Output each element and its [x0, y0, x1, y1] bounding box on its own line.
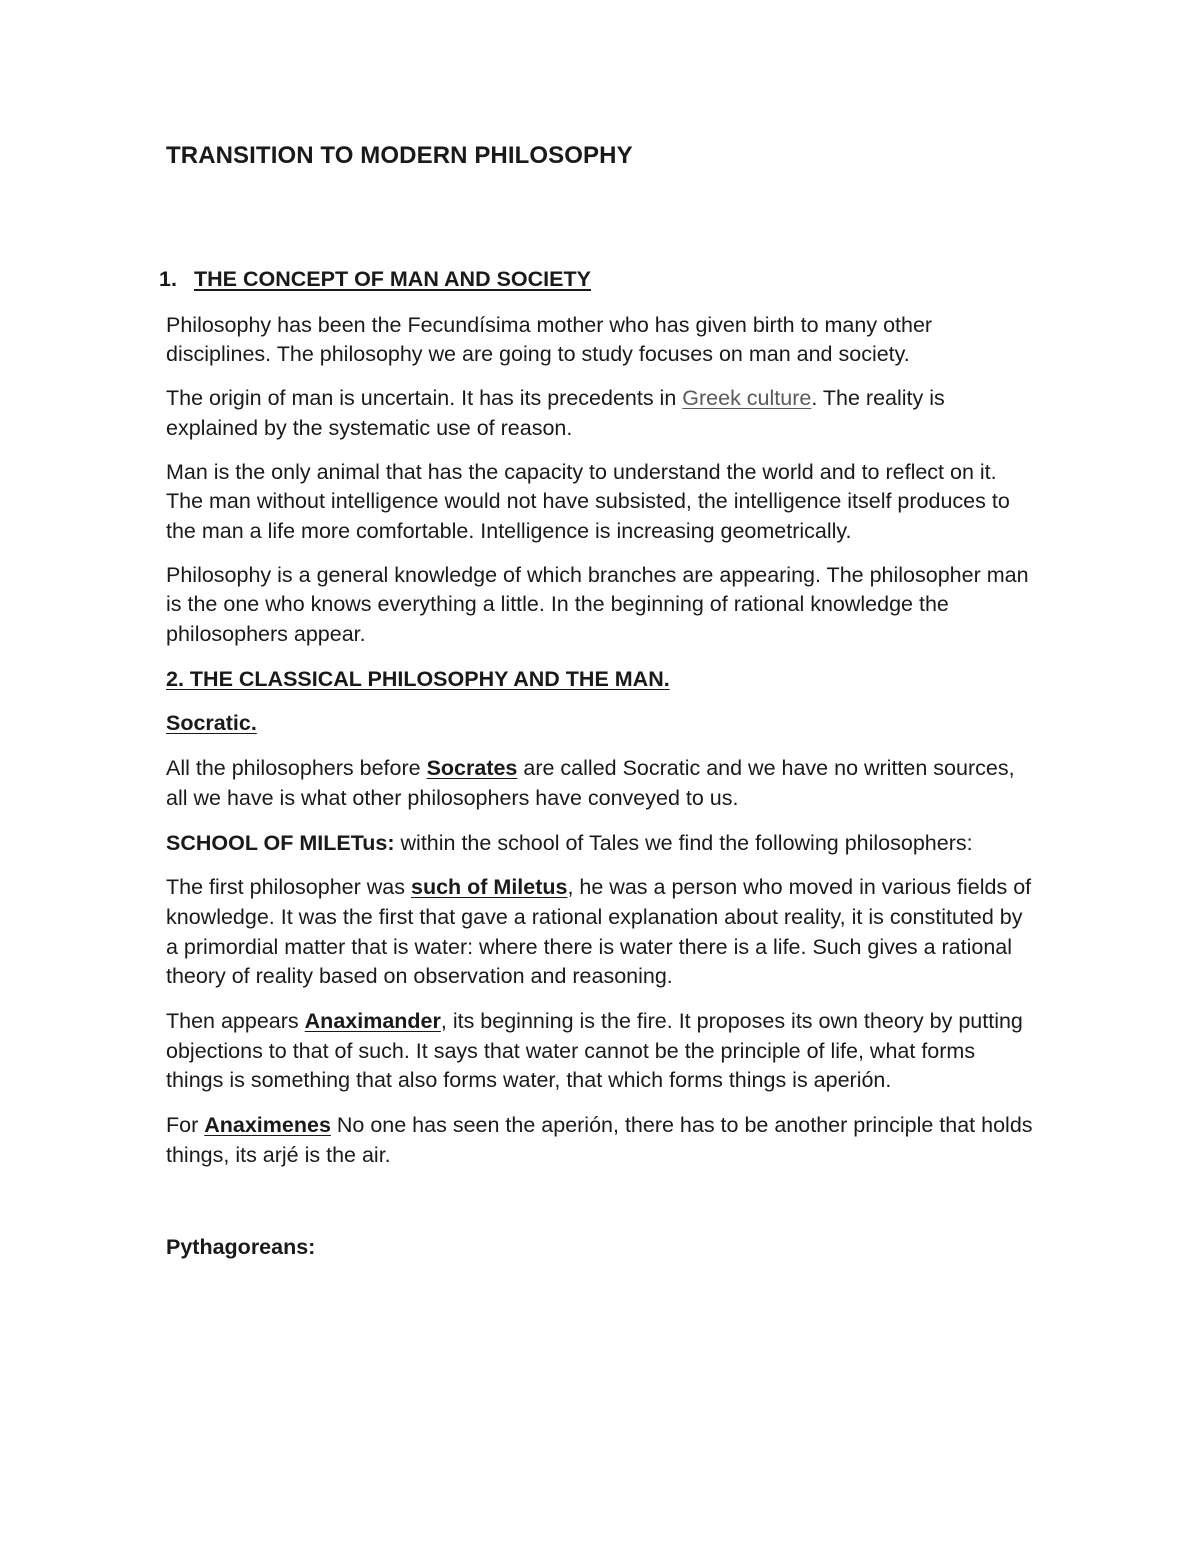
document-title: TRANSITION TO MODERN PHILOSOPHY [166, 142, 633, 169]
paragraph-text: No one has seen the aperión, there has to be another principle that holds things, its arjé is the air. [166, 1113, 1033, 1167]
greek-culture-link[interactable]: Greek culture [682, 386, 812, 411]
paragraph [166, 754, 1038, 813]
paragraph-text: within the school of Tales we find the following philosophers: [394, 830, 973, 855]
paragraph-text: , its beginning is the fire. It proposes its own theory by putting objections to that of such. It says that water cannot be the principle of life, what forms things is something that also forms water, that which forms things is aperión. [166, 1009, 1023, 1093]
paragraph-text: The first philosopher was [166, 875, 411, 900]
paragraph: Man is the only animal that has the capacity to understand the world and to reflect on it. The man without intelligence would not have subsisted, the intelligence itself produces to the man a life more comfortable. Intelligence is increasing geometrically. [166, 459, 1010, 543]
paragraph-text: For [166, 1113, 205, 1138]
socrates-term: Socrates [426, 756, 518, 781]
anaximander-term: Anaximander [304, 1009, 441, 1034]
paragraph-text: . The reality is explained by the systematic use of reason. [166, 386, 945, 440]
document-body [159, 140, 1038, 1262]
paragraph-text: The origin of man is uncertain. It has its precedents in [166, 386, 683, 411]
paragraph: Philosophy is a general knowledge of which branches are appearing. The philosopher man is the one who knows everything a little. In the beginning of rational knowledge the philosophers appear. [166, 562, 1029, 647]
school-of-miletus-term: SCHOOL OF MILETus: [166, 830, 395, 855]
section-1-heading [159, 265, 1038, 295]
section-2-heading: 2. THE CLASSICAL PHILOSOPHY AND THE MAN. [166, 666, 670, 691]
section-1-title: THE CONCEPT OF MAN AND SOCIETY [194, 267, 591, 291]
anaximenes-term: Anaximenes [204, 1113, 331, 1138]
paragraph: Philosophy has been the Fecundísima mother who has given birth to many other disciplines. The philosophy we are going to study focuses on man and society. [166, 312, 933, 367]
section-1-number: 1. [159, 267, 177, 291]
socratic-subheading: Socratic. [166, 711, 257, 736]
paragraph [166, 873, 1038, 992]
paragraph-text: are called Socratic and we have no written sources, all we have is what other philosophers have conveyed to us. [166, 756, 1015, 810]
paragraph [166, 384, 1038, 443]
paragraph-text: , he was a person who moved in various fields of knowledge. It was the first that gave a rational explanation about reality, it is constituted by a primordial matter that is water: where there is water there is a life. Such gives a rational theory of reality based on observation and reasoning. [166, 875, 1032, 989]
paragraph-text: All the philosophers before [166, 756, 427, 781]
paragraph [166, 1007, 1038, 1096]
pythagoreans-subheading: Pythagoreans: [166, 1234, 316, 1259]
paragraph [166, 829, 1038, 859]
paragraph-text: Then appears [166, 1009, 305, 1034]
paragraph [166, 1111, 1038, 1170]
such-of-miletus-term: such of Miletus [410, 875, 568, 900]
